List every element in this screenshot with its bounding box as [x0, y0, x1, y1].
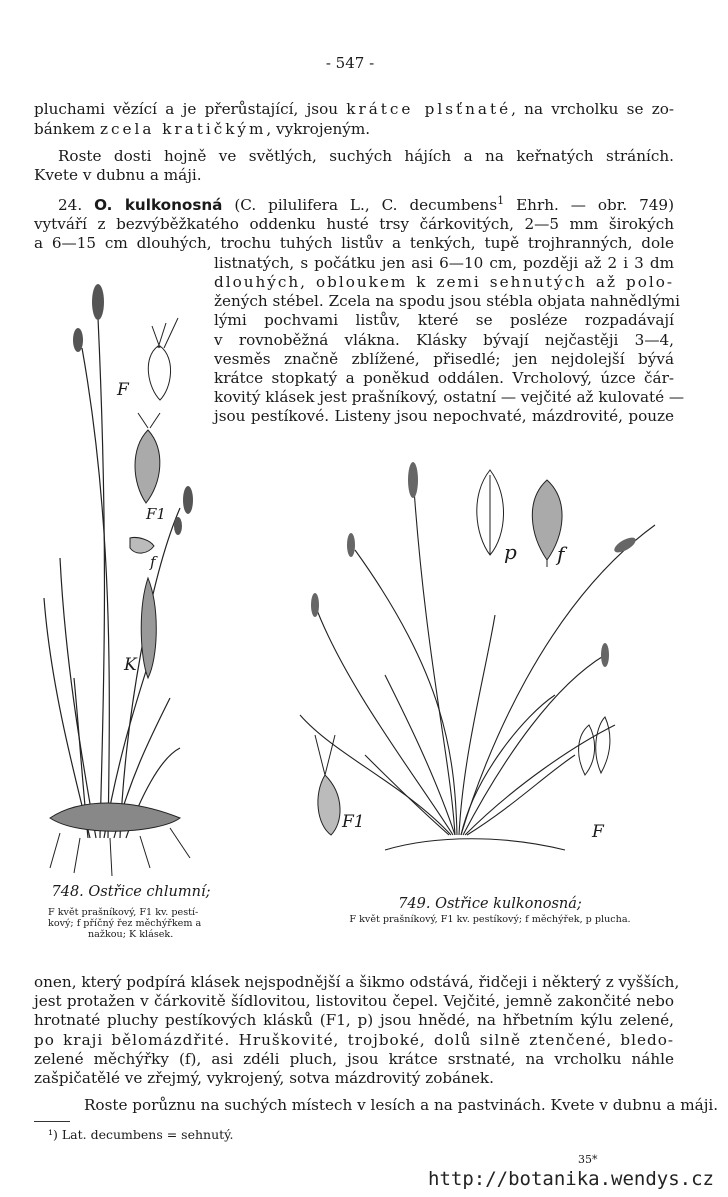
text-line: dlouhých, obloukem k zemi sehnutých až polo-: [214, 273, 674, 291]
fig749-legend: F květ prašníkový, F1 kv. pestíkový; f měchýřek, p plucha.: [349, 914, 631, 925]
text-line: žených stébel. Zcela na spodu jsou stébla objata nahnědlými: [214, 292, 681, 310]
page-number: - 547 -: [325, 54, 375, 72]
text-line: vesměs značně zblížené, přisedlé; jen nejdolejší bývá: [214, 350, 674, 368]
fig749-label: f: [557, 542, 565, 566]
text-line: Roste porůznu na suchých místech v lesích a na pastvinách. Kvete v dubnu a máji.: [84, 1096, 719, 1114]
fig748-label: f: [150, 553, 156, 571]
fig749-label: F: [592, 822, 604, 842]
footnote: ¹) Lat. decumbens = sehnutý.: [48, 1127, 234, 1142]
figure-749-illustration: [285, 455, 665, 865]
text-line: jsou pestíkové. Listeny jsou nepochvaté, mázdrovité, pouze: [214, 407, 674, 425]
fig748-label: F: [117, 380, 129, 400]
sheet-mark: 35*: [578, 1153, 598, 1166]
fig749-label: F1: [342, 812, 365, 832]
text-line: pluchami vězící a je přerůstající, jsou krátce plsťnaté, na vrcholku se zo-: [34, 100, 674, 118]
fig748-legend: F květ prašníkový, F1 kv. pestí- kový; f příčný řez měchýřkem a nažkou; K klásek.: [48, 907, 202, 941]
fig748-label: K: [124, 655, 137, 675]
text-line: hrotnaté pluchy pestíkových klásků (F1, p) jsou hnědé, na hřbetním kýlu zelené,: [34, 1011, 674, 1029]
species-heading: 24. O. kulkonosná (C. pilulifera L., C. decumbens$^1$ Ehrh. — obr. 749): [58, 193, 674, 214]
watermark-url[interactable]: http://botanika.wendys.cz: [428, 1168, 714, 1190]
text-line: onen, který podpírá klásek nejspodnější a šikmo odstává, řidčeji i některý z vyšších,: [34, 973, 680, 991]
text-line: zelené měchýřky (f), asi zdéli pluch, jsou krátce srstnaté, na vrcholku náhle: [34, 1050, 674, 1068]
fig748-label: F1: [146, 505, 166, 523]
species-name: O. kulkonosná: [94, 196, 223, 214]
fig749-label: p: [504, 540, 517, 564]
text-line: vytváří z bezvýběžkatého oddenku husté trsy čárkovitých, 2—5 mm širokých: [34, 215, 674, 233]
text-line: zašpičatělé ve zřejmý, vykrojený, sotva mázdrovitý zobánek.: [34, 1069, 494, 1087]
text-line: a 6—15 cm dlouhých, trochu tuhých listův a tenkých, tupě trojhranných, dole: [34, 234, 674, 252]
text-line: v rovnoběžná vlákna. Klásky bývají nejčastěji 3—4,: [214, 331, 674, 349]
text-line: lými pochvami listův, které se posléze rozpadávají: [214, 311, 674, 329]
text-line: krátce stopkatý a poněkud oddálen. Vrcholový, úzce čár-: [214, 369, 674, 387]
text-line: Kvete v dubnu a máji.: [34, 166, 202, 184]
fig748-title: 748. Ostřice chlumní;: [51, 884, 211, 900]
fig749-title: 749. Ostřice kulkonosná;: [398, 896, 582, 912]
text-line: po kraji bělomázdřité. Hruškovité, trojboké, dolů silně ztenčené, bledo-: [34, 1031, 674, 1049]
text-line: bánkem zcela kratičkým, vykrojeným.: [34, 120, 371, 138]
text-line: kovitý klásek jest prašníkový, ostatní — vejčité až kulovaté —: [214, 388, 685, 406]
text-line: jest protažen v čárkovitě šídlovitou, listovitou čepel. Vejčité, jemně zakončité nebo: [34, 992, 674, 1010]
footnote-rule: [34, 1121, 70, 1122]
figure-748-illustration: [30, 278, 230, 878]
text-line: listnatých, s počátku jen asi 6—10 cm, později až 2 i 3 dm: [214, 254, 674, 272]
text-line: Roste dosti hojně ve světlých, suchých hájích a na keřnatých stráních.: [58, 147, 674, 165]
